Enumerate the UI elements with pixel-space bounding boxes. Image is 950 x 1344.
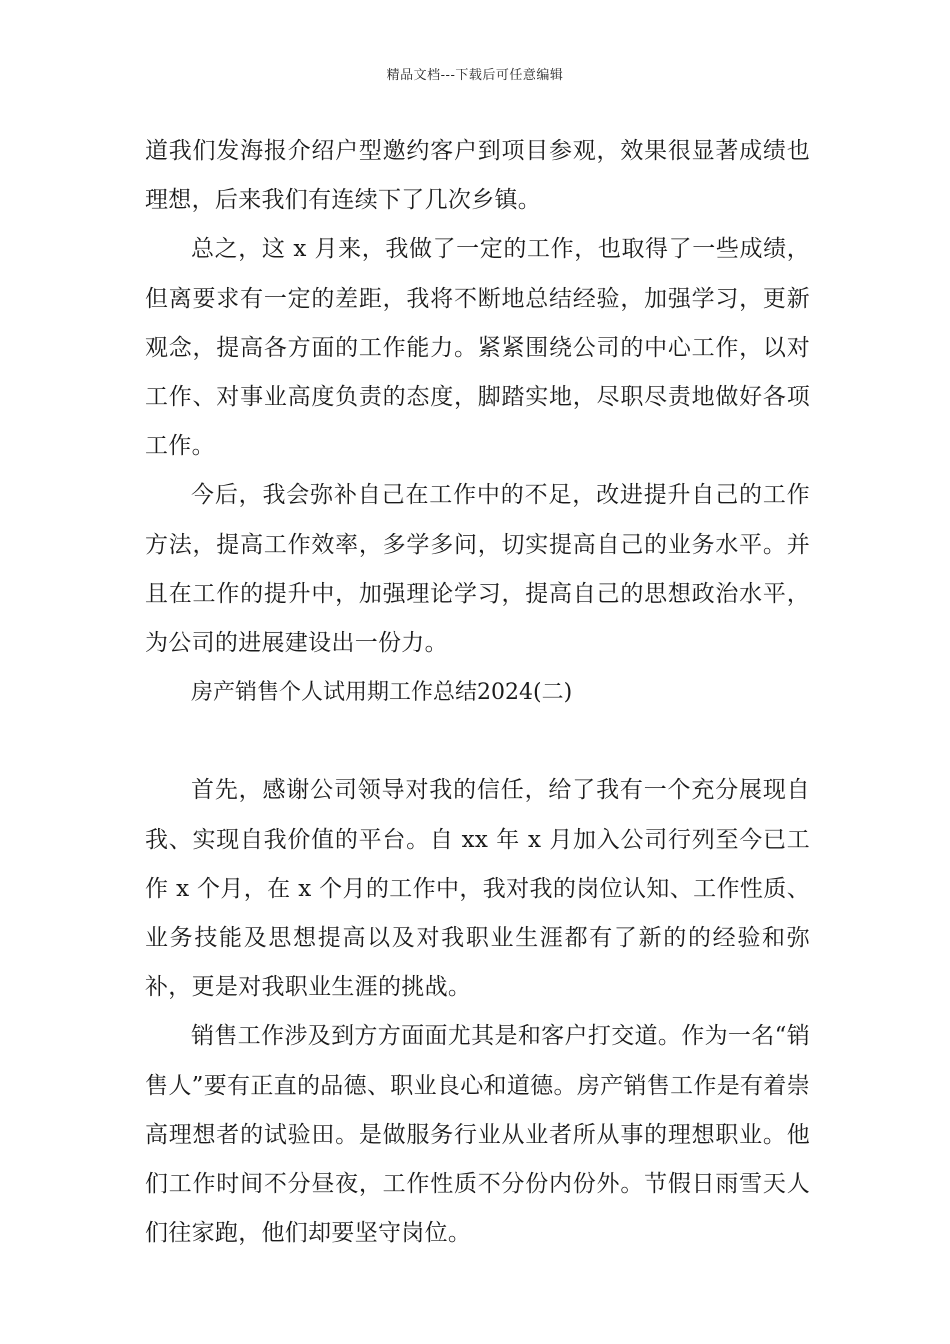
document-body bbox=[145, 127, 810, 1258]
paragraph-future-plan: 今后，我会弥补自己在工作中的不足，改进提升自己的工作方法，提高工作效率，多学多问，切实提高自己的业务水平。并且在工作的提升中，加强理论学习，提高自己的思想政治水平，为公司的进展建设出一份力。 bbox=[145, 482, 810, 657]
paragraph-sales-work: 销售工作涉及到方方面面尤其是和客户打交道。作为一名“销售人”要有正直的品德、职业良心和道德。房产销售工作是有着崇高理想者的试验田。是做服务行业从业者所从事的理想职业。他们工作时间不分昼夜，工作性质不分份内份外。节假日雨雪天人们往家跑，他们却要坚守岗位。 bbox=[145, 1023, 810, 1247]
page-header: 精品文档---下载后可任意编辑 bbox=[386, 68, 564, 83]
paragraph-summary: 总之，这 x 月来，我做了一定的工作，也取得了一些成绩，但离要求有一定的差距，我将不断地总结经验，加强学习，更新观念，提高各方面的工作能力。紧紧围绕公司的中心工作，以对工作、对事业高度负责的态度，脚踏实地，尽职尽责地做好各项工作。 bbox=[145, 236, 810, 460]
section-title: 房产销售个人试用期工作总结2024(二) bbox=[191, 680, 573, 706]
paragraph-continuation: 道我们发海报介绍户型邀约客户到项目参观，效果很显著成绩也理想，后来我们有连续下了几次乡镇。 bbox=[145, 138, 810, 214]
paragraph-gratitude: 首先，感谢公司领导对我的信任，给了我有一个充分展现自我、实现自我价值的平台。自 xx 年 x 月加入公司行列至今已工作 x 个月，在 x 个月的工作中，我对我的岗位认知、工作性质、业务技能及思想提高以及对我职业生涯都有了新的的经验和弥补，更是对我职业生涯的挑战。 bbox=[145, 777, 810, 1001]
section-spacer bbox=[145, 717, 810, 766]
